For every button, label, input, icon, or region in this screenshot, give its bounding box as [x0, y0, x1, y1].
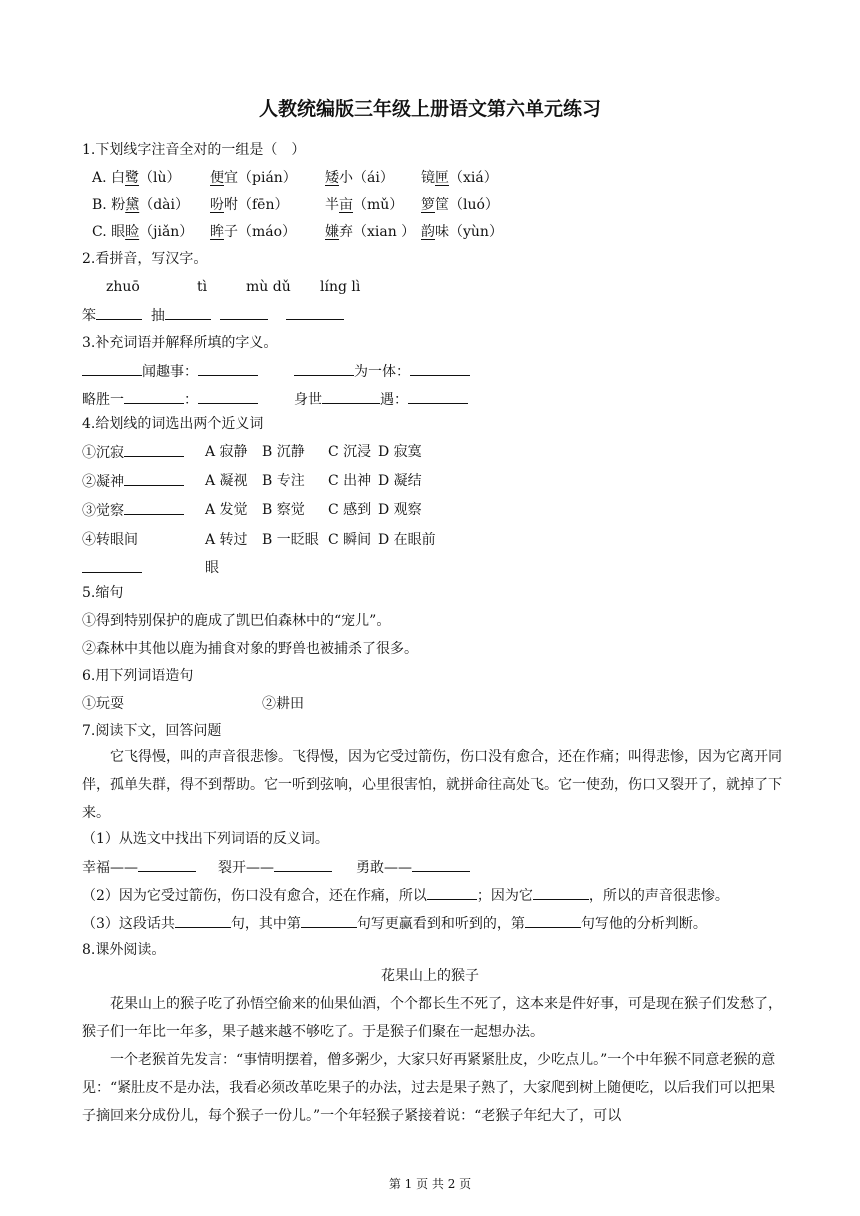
q2-pinyin-3: mù dǔ: [246, 279, 291, 295]
q7-antonym-label: 勇敢——: [356, 860, 412, 876]
q4-blank[interactable]: [124, 442, 184, 457]
q8-stem: 8.课外阅读。: [82, 942, 166, 958]
q1-underlined-char: 睑: [125, 224, 140, 240]
q1-option: [325, 168, 394, 188]
q1-underlined-char: 便: [210, 170, 224, 186]
q2-pinyin-1: zhuō: [106, 279, 140, 295]
q8-article-title: 花果山上的猴子: [381, 968, 479, 984]
q3-blank[interactable]: [408, 389, 468, 404]
q6-item-2: ②耕田: [262, 696, 304, 712]
q1-underlined-char: 匣: [435, 170, 449, 186]
q4-option: D 寂寞: [378, 444, 422, 460]
q8-paragraph-2: 一个老猴首先发言：“事情明摆着，僧多粥少，大家只好再紧紧肚皮，少吃点儿。”一个中年猴不同意老猴的意见：“紧肚皮不是办法，我看必须改革吃果子的办法，过去是果子熟了，大家爬到树上随便吃，以后我们可以把果子摘回来分成份儿，每个猴子一份儿。”一个年轻猴子紧接着说：“老猴子年纪大了，可以: [82, 1052, 776, 1124]
page-footer: 第 1 页 共 2 页: [388, 1177, 472, 1191]
q1-option-text: （xiá）: [449, 170, 498, 186]
q3-item-1: [82, 361, 258, 382]
q2-blank-3[interactable]: [220, 305, 268, 320]
q3-blank[interactable]: [124, 389, 184, 404]
q4-row4-blank-line: [82, 558, 142, 579]
q3-blank[interactable]: [82, 361, 142, 376]
q1-option-text: 咐（fēn）: [224, 197, 289, 213]
q2-word-1: 笨: [82, 308, 96, 324]
q7-sub3-text: 句，其中第: [230, 916, 301, 932]
q7-antonym-3: [356, 857, 470, 878]
q1-option-text: B. 粉: [92, 197, 126, 213]
q2-pinyin-2: tì: [197, 279, 208, 295]
q1-option: [92, 168, 181, 188]
q3-blank[interactable]: [198, 389, 258, 404]
q7-blank[interactable]: [301, 913, 357, 928]
q1-option: [325, 195, 403, 215]
q7-passage: 它飞得慢，叫的声音很悲惨。飞得慢，因为它受过箭伤，伤口没有愈合，还在作痛；叫得悲惨，因为它离开同伴，孤单失群，得不到帮助。它一听到弦响，心里很害怕，就拼命往高处飞。它一使劲，伤口又裂开了，就掉了下来。: [82, 749, 782, 821]
q7-blank[interactable]: [412, 857, 470, 872]
q2-pinyin-4: líng lì: [320, 279, 361, 295]
q1-option: [421, 222, 503, 242]
q7-blank[interactable]: [427, 885, 477, 900]
q1-underlined-char: 箩: [421, 197, 435, 213]
q1-option-text: （mǔ）: [353, 197, 404, 213]
q1-option-text: （dài）: [139, 197, 189, 213]
q1-option-text: （lù）: [139, 170, 181, 186]
q1-option-text: C. 眼: [92, 224, 126, 240]
q7-sub3-text: （3）这段话共: [82, 916, 175, 932]
q4-option: D 凝结: [378, 473, 422, 489]
q3-item-3: [82, 389, 258, 410]
q1-option: [325, 222, 415, 242]
q1-option-text: 弃（xian ）: [339, 224, 416, 240]
q1-option: [210, 168, 297, 188]
q1-option: [210, 222, 296, 242]
q4-option: C 出神: [328, 473, 372, 489]
q3-blank[interactable]: [410, 361, 470, 376]
q6-item-1: ①玩耍: [82, 696, 124, 712]
q1-underlined-char: 韵: [421, 224, 435, 240]
q1-underlined-char: 黛: [125, 197, 140, 213]
q7-sub3-text: 句写更赢看到和听到的，第: [356, 916, 525, 932]
q3-blank[interactable]: [198, 361, 258, 376]
q1-option: [421, 195, 499, 215]
q7-blank[interactable]: [175, 913, 231, 928]
q4-option: C 感到: [328, 502, 372, 518]
q7-sub3: [82, 913, 707, 934]
q3-text: 遇：: [380, 392, 408, 408]
q2-blank-4[interactable]: [286, 305, 344, 320]
page-title: 人教统编版三年级上册语文第六单元练习: [258, 98, 601, 120]
q4-option: B 察觉: [262, 502, 305, 518]
q2-blank-1[interactable]: [96, 305, 142, 320]
q5-item-2: ②森林中其他以鹿为捕食对象的野兽也被捕杀了很多。: [82, 641, 418, 657]
q4-option: B 专注: [262, 473, 305, 489]
q1-option: [421, 168, 498, 188]
q7-sub2-text: ；因为它: [476, 888, 533, 904]
q2-answer-line: [82, 305, 344, 326]
q3-blank[interactable]: [322, 389, 380, 404]
q1-stem: 1.下划线字注音全对的一组是（ ）: [82, 142, 306, 158]
q3-item-4: [294, 389, 468, 410]
q5-stem: 5.缩句: [82, 585, 124, 601]
q3-stem: 3.补充词语并解释所填的字义。: [82, 335, 278, 351]
q7-antonym-label: 裂开——: [218, 860, 274, 876]
q7-sub2-text: ，所以的声音很悲惨。: [588, 888, 729, 904]
q1-option-text: （jiǎn）: [139, 224, 194, 240]
q1-option-text: 宜（pián）: [224, 170, 297, 186]
q5-item-1: ①得到特别保护的鹿成了凯巴伯森林中的“宠儿”。: [82, 613, 391, 629]
q1-underlined-char: 鹭: [125, 170, 140, 186]
q2-stem: 2.看拼音，写汉字。: [82, 251, 208, 267]
q1-underlined-char: 嫌: [325, 224, 339, 240]
q8-paragraph-1: 花果山上的猴子吃了孙悟空偷来的仙果仙酒，个个都长生不死了，这本来是件好事，可是现在猴子们发愁了，猴子们一年比一年多，果子越来越不够吃了。于是猴子们聚在一起想办法。: [82, 996, 782, 1040]
q7-sub2: [82, 885, 729, 906]
q1-option: [210, 195, 288, 215]
q4-option: A 凝视: [205, 473, 248, 489]
q3-text: 为一体：: [354, 364, 410, 380]
q4-stem: 4.给划线的词选出两个近义词: [82, 416, 264, 432]
q4-word-text: ④转眼间: [82, 532, 138, 548]
q4-option: A 转过: [205, 532, 248, 548]
q4-word: [82, 530, 138, 550]
q4-option: B 沉静: [262, 444, 305, 460]
q4-blank-4[interactable]: [82, 558, 142, 573]
q4-option: A 发觉: [205, 502, 248, 518]
q4-option: A 寂静: [205, 444, 248, 460]
q3-item-2: [294, 361, 470, 382]
q3-text: ：: [184, 392, 198, 408]
q7-sub2-text: （2）因为它受过箭伤，伤口没有愈合，还在作痛，所以: [82, 888, 427, 904]
q1-option-text: 筐（luó）: [435, 197, 499, 213]
q7-antonym-1: [82, 857, 196, 878]
q4-option: D 在眼前: [378, 532, 436, 548]
q3-text: 闻趣事：: [142, 364, 198, 380]
q7-blank[interactable]: [138, 857, 196, 872]
q1-underlined-char: 亩: [339, 197, 353, 213]
q3-text: 身世: [294, 392, 322, 408]
q2-word-2: 抽: [150, 308, 165, 324]
q7-antonym-2: [218, 857, 332, 878]
q4-option: B 一眨眼: [262, 532, 319, 548]
q1-underlined-char: 吩: [210, 197, 224, 213]
q4-blank[interactable]: [124, 500, 184, 515]
q4-blank[interactable]: [124, 471, 184, 486]
q1-option-text: 半: [325, 197, 339, 213]
q1-option-text: 小（ái）: [339, 170, 394, 186]
q1-option: [92, 195, 189, 215]
q4-word: [82, 471, 184, 492]
q7-stem: 7.阅读下文，回答问题: [82, 723, 222, 739]
q4-option: C 沉浸: [328, 444, 372, 460]
q4-word-text: ②凝神: [82, 474, 124, 490]
q1-option-text: 味（yùn）: [435, 224, 503, 240]
q4-word: [82, 442, 184, 463]
q7-blank[interactable]: [533, 885, 589, 900]
q1-option-text: 子（máo）: [224, 224, 297, 240]
q7-blank[interactable]: [525, 913, 581, 928]
q4-option: C 瞬间: [328, 532, 372, 548]
q1-underlined-char: 眸: [210, 224, 224, 240]
q4-word-text: ①沉寂: [82, 445, 124, 461]
q7-antonym-label: 幸福——: [82, 860, 138, 876]
q4-option: D 观察: [378, 502, 422, 518]
q7-blank[interactable]: [274, 857, 332, 872]
q4-row4-wrap: 眼: [205, 560, 219, 576]
q1-option-text: 镜: [421, 170, 435, 186]
q7-sub3-text: 句写他的分析判断。: [580, 916, 707, 932]
q4-word-text: ③觉察: [82, 503, 124, 519]
q1-underlined-char: 矮: [325, 170, 339, 186]
q3-blank[interactable]: [294, 361, 354, 376]
q2-blank-2[interactable]: [165, 305, 211, 320]
q6-stem: 6.用下列词语造句: [82, 668, 194, 684]
q4-word: [82, 500, 184, 521]
q1-option-text: A. 白: [92, 170, 126, 186]
q1-option: [92, 222, 193, 242]
q7-sub1: （1）从选文中找出下列词语的反义词。: [82, 831, 329, 847]
q3-text: 略胜一: [82, 392, 124, 408]
